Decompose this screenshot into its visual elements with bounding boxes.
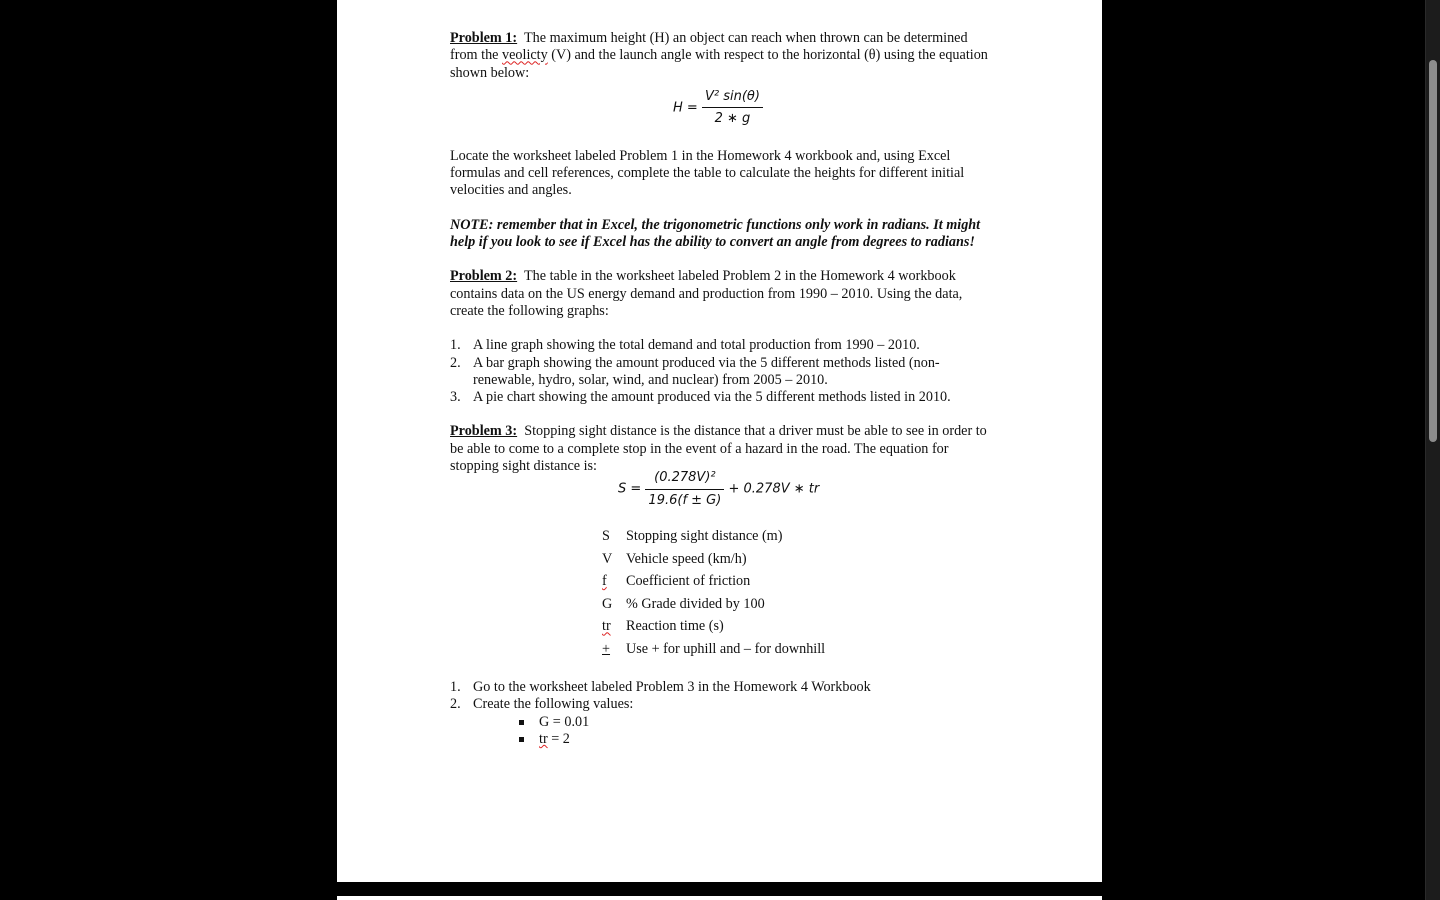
equation2-tail: + 0.278V ∗ tr — [728, 481, 820, 497]
stopping-distance-equation — [450, 470, 995, 519]
height-equation — [450, 82, 995, 138]
list-item — [450, 355, 995, 390]
list-text: Go to the worksheet labeled Problem 3 in the Homework 4 Workbook — [473, 678, 871, 695]
problem1-intro — [450, 30, 995, 82]
problem2-intro — [450, 268, 995, 320]
problem3-steps — [450, 679, 995, 714]
bullet-value: = 0.01 — [549, 713, 590, 730]
bullet-item — [517, 731, 995, 748]
variable-row — [602, 638, 995, 661]
variable-description: Vehicle speed (km/h) — [626, 550, 747, 567]
equation2-lhs: S = — [618, 481, 642, 497]
list-text: Create the following values: — [473, 696, 634, 713]
list-number: 3. — [450, 389, 461, 406]
document-page — [337, 0, 1102, 882]
equation1-lhs: H = — [673, 100, 698, 116]
bullet-icon — [519, 720, 524, 725]
variable-description: Reaction time (s) — [626, 618, 724, 635]
variable-symbol: V — [602, 550, 613, 567]
list-number: 1. — [450, 678, 461, 695]
problem2-label: Problem 2: — [450, 268, 518, 285]
variable-description: Stopping sight distance (m) — [626, 527, 783, 544]
document-content — [450, 30, 995, 748]
variable-symbol: S — [602, 527, 610, 544]
variable-symbol: tr — [602, 618, 611, 635]
misspelled-word[interactable]: veolicty — [502, 47, 548, 64]
bullet-item — [517, 714, 995, 731]
variable-description: Coefficient of friction — [626, 573, 751, 590]
problem2-list — [450, 337, 995, 406]
problem1-intro-pre: The maximum height (H) an object can reach when thrown can be determined from the — [450, 30, 968, 64]
list-item — [450, 389, 995, 406]
list-text: A bar graph showing the amount produced via the 5 different methods listed (non-renewable, hydro, solar, wind, and nuclear) from 2005 – 2010. — [473, 354, 940, 388]
list-item — [450, 679, 995, 696]
problem1-note: NOTE: remember that in Excel, the trigonometric functions only work in radians. It might help if you look to see if Excel has the ability to convert an angle from degrees to radians! — [450, 216, 981, 251]
problem2-intro-text: The table in the worksheet labeled Problem 2 in the Homework 4 workbook contains data on the US energy demand and production from 1990 – 2010. Using the data, create the following graphs: — [450, 268, 963, 319]
equation1-numerator: V² sin(θ) — [702, 88, 763, 108]
list-text: A line graph showing the total demand and total production from 1990 – 2010. — [473, 337, 920, 354]
equation1-denominator: 2 ∗ g — [714, 111, 751, 127]
next-page-edge — [337, 896, 1102, 900]
bullet-symbol: tr — [539, 730, 548, 747]
variable-symbol: f — [602, 573, 607, 590]
problem1-label: Problem 1: — [450, 30, 518, 46]
variable-definitions — [602, 525, 995, 661]
equation2-numerator: (0.278V)² — [645, 469, 724, 489]
list-item — [450, 337, 995, 354]
problem1-instructions: Locate the worksheet labeled Problem 1 in the Homework 4 workbook and, using Excel formulas and cell references, complete the table to calculate the heights for different initial velocities and angles. — [450, 147, 965, 199]
value-bullets — [517, 714, 995, 749]
variable-symbol: G — [602, 595, 613, 612]
problem3-label: Problem 3: — [450, 423, 518, 440]
list-text: A pie chart showing the amount produced via the 5 different methods listed in 2010. — [473, 389, 951, 406]
problem1-intro-post: (V) and the launch angle with respect to the horizontal (θ) using the equation shown below: — [450, 47, 988, 81]
bullet-value: = 2 — [547, 730, 570, 747]
variable-symbol: + — [602, 640, 611, 657]
equation2-denominator: 19.6(f ± G) — [648, 492, 722, 508]
list-item — [450, 696, 995, 713]
vertical-scrollbar[interactable] — [1425, 0, 1440, 900]
list-number: 2. — [450, 696, 461, 713]
variable-row — [602, 593, 995, 616]
scrollbar-thumb[interactable] — [1429, 60, 1437, 442]
bullet-icon — [519, 737, 524, 742]
variable-description: % Grade divided by 100 — [626, 595, 765, 612]
variable-row — [602, 525, 995, 548]
bullet-symbol: G — [539, 713, 550, 730]
variable-row — [602, 616, 995, 639]
variable-row — [602, 548, 995, 571]
problem3-intro-text: Stopping sight distance is the distance that a driver must be able to see in order to be able to come to a complete stop in the event of a hazard in the road. The equation for stopping sight distance is: — [450, 423, 987, 475]
problem3-intro — [450, 423, 995, 475]
list-number: 1. — [450, 337, 461, 354]
variable-row — [602, 571, 995, 594]
list-number: 2. — [450, 354, 461, 371]
variable-description: Use + for uphill and – for downhill — [626, 640, 826, 657]
